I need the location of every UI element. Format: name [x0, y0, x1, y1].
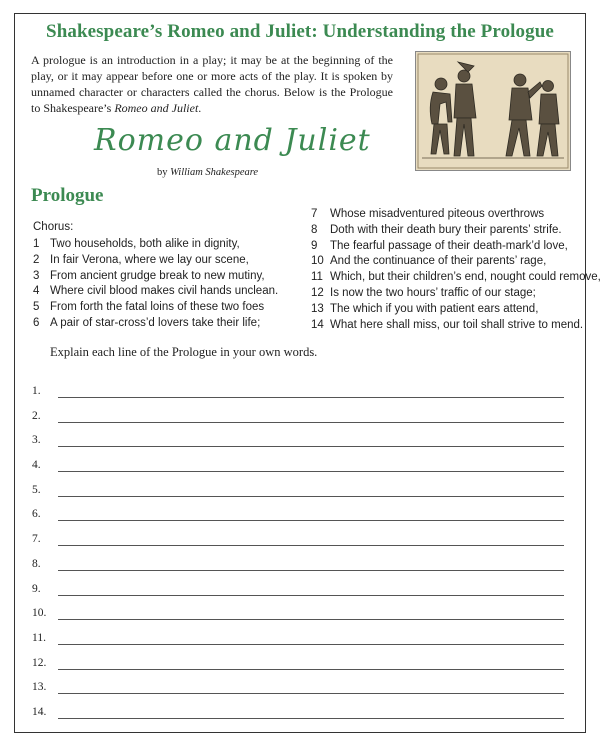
prologue-line	[311, 318, 601, 334]
line-number: 10	[311, 255, 324, 268]
line-number: 5	[33, 301, 40, 314]
prologue-line	[311, 302, 601, 318]
line-text: And the continuance of their parents’ rage,	[330, 255, 547, 268]
answer-list	[32, 383, 564, 729]
prologue-line	[33, 253, 278, 269]
answer-row	[32, 556, 564, 581]
byline-author: William Shakespeare	[170, 167, 259, 178]
prologue-lines-right	[311, 207, 601, 333]
answer-line[interactable]	[58, 619, 564, 620]
line-text: The fearful passage of their death-mark’d love,	[330, 239, 568, 252]
answer-row	[32, 506, 564, 531]
answer-row	[32, 581, 564, 606]
answer-row	[32, 704, 564, 729]
answer-row	[32, 482, 564, 507]
prologue-line	[311, 223, 601, 239]
answer-number: 4.	[32, 459, 41, 472]
line-number: 4	[33, 285, 40, 298]
line-text: Two households, both alike in dignity,	[50, 238, 240, 250]
answer-number: 14.	[32, 705, 47, 718]
page-title: Shakespeare’s Romeo and Juliet: Understanding the Prologue	[46, 21, 554, 42]
answer-line[interactable]	[58, 397, 564, 398]
actors-illustration-icon	[416, 52, 570, 170]
line-text: Whose misadventured piteous overthrows	[330, 208, 545, 220]
answer-number: 1.	[32, 385, 41, 397]
answer-number: 7.	[32, 533, 41, 546]
line-text: A pair of star-cross’d lovers take their life;	[50, 316, 261, 329]
prologue-lines-left	[33, 237, 278, 332]
line-number: 9	[311, 239, 318, 252]
line-number: 8	[311, 223, 318, 236]
answer-row	[32, 679, 564, 704]
line-text: The which if you with patient ears attend,	[330, 302, 539, 315]
intro-paragraph	[31, 52, 393, 116]
answer-line[interactable]	[58, 471, 564, 472]
answer-line[interactable]	[58, 570, 564, 571]
prologue-line	[33, 237, 278, 253]
answer-row	[32, 432, 564, 457]
answer-line[interactable]	[58, 669, 564, 670]
line-number: 14	[311, 318, 324, 331]
answer-row	[32, 531, 564, 556]
answer-line[interactable]	[58, 520, 564, 521]
answer-line[interactable]	[58, 644, 564, 645]
instruction-text: Explain each line of the Prologue in your own words.	[50, 345, 318, 359]
answer-number: 6.	[32, 508, 41, 521]
byline	[157, 167, 258, 178]
line-number: 12	[311, 286, 324, 299]
line-number: 13	[311, 302, 324, 315]
answer-row	[32, 408, 564, 433]
line-text: Doth with their death bury their parents’ strife.	[330, 223, 562, 236]
chorus-label: Chorus:	[33, 221, 74, 233]
answer-line[interactable]	[58, 693, 564, 694]
answer-number: 11.	[32, 631, 46, 644]
prologue-line	[33, 316, 278, 332]
answer-number: 5.	[32, 483, 41, 496]
answer-line[interactable]	[58, 422, 564, 423]
prologue-line	[33, 300, 278, 316]
line-text: Which, but their children’s end, nought could remove,	[330, 271, 601, 284]
answer-row	[32, 605, 564, 630]
answer-row	[32, 383, 564, 408]
byline-prefix: by	[157, 167, 171, 178]
prologue-line	[311, 254, 601, 270]
intro-end: .	[198, 101, 202, 115]
answer-row	[32, 655, 564, 680]
answer-row	[32, 630, 564, 655]
intro-play-title: Romeo and Juliet	[114, 101, 199, 115]
answer-line[interactable]	[58, 718, 564, 719]
answer-row	[32, 457, 564, 482]
prologue-line	[311, 270, 601, 286]
script-title: Romeo and Juliet	[94, 123, 371, 158]
prologue-line	[311, 207, 601, 223]
prologue-line	[311, 239, 601, 255]
intro-text: A prologue is an introduction in a play; it may be at the beginning of the play, or it may appear before one or more acts of the play. It is spoken by unnamed character or characters called the chorus. Below is the Prologue to Shakespeare’s	[31, 53, 393, 115]
answer-line[interactable]	[58, 496, 564, 497]
answer-number: 13.	[32, 681, 47, 694]
line-text: What here shall miss, our toil shall strive to mend.	[330, 318, 584, 331]
answer-number: 9.	[32, 582, 41, 595]
line-number: 11	[311, 271, 323, 284]
line-text: From ancient grudge break to new mutiny,	[50, 269, 265, 282]
line-number: 7	[311, 208, 318, 220]
line-text: From forth the fatal loins of these two foes	[50, 301, 265, 314]
answer-line[interactable]	[58, 446, 564, 447]
illustration-image	[415, 51, 571, 171]
answer-number: 10.	[32, 607, 47, 620]
prologue-line	[33, 269, 278, 285]
prologue-line	[311, 286, 601, 302]
line-text: Where civil blood makes civil hands unclean.	[50, 285, 279, 298]
line-text: Is now the two hours’ traffic of our stage;	[330, 286, 536, 299]
answer-line[interactable]	[58, 545, 564, 546]
line-number: 3	[33, 269, 40, 282]
line-text: In fair Verona, where we lay our scene,	[50, 253, 249, 266]
answer-number: 12.	[32, 656, 47, 669]
prologue-heading: Prologue	[31, 185, 104, 206]
line-number: 6	[33, 316, 40, 329]
answer-line[interactable]	[58, 595, 564, 596]
answer-number: 3.	[32, 434, 41, 447]
prologue-line	[33, 284, 278, 300]
line-number: 2	[33, 253, 40, 266]
line-number: 1	[33, 238, 40, 250]
answer-number: 2.	[32, 409, 41, 422]
answer-number: 8.	[32, 557, 41, 570]
